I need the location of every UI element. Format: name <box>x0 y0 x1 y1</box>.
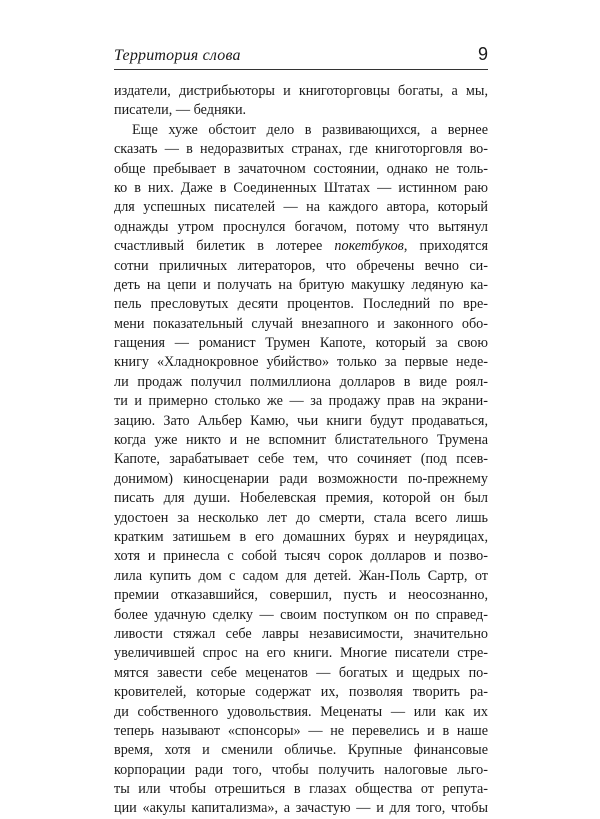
text-line: сказать — в недоразвитых странах, где книготорговля во- <box>114 141 488 158</box>
text-line: кровителей, которые содержат их, позволяя творить ра- <box>114 684 488 701</box>
text-line: мятся завести себе меценатов — богатых и щедрых по- <box>114 664 488 681</box>
text-line: книгу «Хладнокровное убийство» только за первые неде- <box>114 354 488 371</box>
text-segment: счастливый билетик в лотерее <box>114 238 335 255</box>
running-header-title: Территория слова <box>114 47 241 64</box>
text-line: корпорации ради того, чтобы получить налоговые льго- <box>114 761 488 778</box>
text-line: мени показательный случай внезапного и законного обо- <box>114 315 488 332</box>
text-line: время, хотя и сменили обличье. Крупные финансовые <box>114 742 488 759</box>
header-rule <box>114 69 488 70</box>
text-segment: , приходятся <box>403 238 488 255</box>
text-line: пель пресловутых десяти процентов. Последний по вре- <box>114 296 488 313</box>
text-line: сотни приличных литераторов, что обречены вечно си- <box>114 257 488 274</box>
text-line: премии отказавшийся, совершил, пусть и неосознанно, <box>114 587 488 604</box>
text-line: увеличившей спрос на его книги. Многие писатели стре- <box>114 645 488 662</box>
text-line: ко в них. Даже в Соединенных Штатах — истинном раю <box>114 179 488 196</box>
text-line: ди собственного удовольствия. Меценаты — или как их <box>114 703 488 720</box>
text-line: для успешных писателей — на каждого автора, который <box>114 199 488 216</box>
text-line: издатели, дистрибьюторы и книготорговцы богаты, а мы, <box>114 83 488 99</box>
text-line: обще пребывает в зачаточном состоянии, однако не толь- <box>114 160 488 177</box>
text-line: теперь называют «спонсоры» — не перевелись и в наше <box>114 722 488 739</box>
text-line: деть на цепи и получать на бритую макушку ледяную ка- <box>114 276 488 293</box>
text-line: ти и примерно столько же — за продажу прав на экрани- <box>114 393 488 410</box>
page-number: 9 <box>477 44 488 64</box>
text-line: писать для души. Нобелевская премия, которой он был <box>114 490 488 507</box>
text-line: хотя и принесла с собой тысяч сорок долларов и позво- <box>114 548 488 565</box>
paragraph-first-line: Еще хуже обстоит дело в развивающихся, а вернее <box>132 121 488 138</box>
text-line: писатели, — бедняки. <box>114 102 247 119</box>
text-line: кратким затишьем в его домашних бурях и неурядицах, <box>114 528 488 545</box>
text-line: ции «акулы капитализма», а зачастую — и для того, чтобы <box>114 800 488 817</box>
text-line: ты или чтобы отрешиться в глазах общества от репута- <box>114 781 488 798</box>
italic-term: покетбуков <box>334 238 404 255</box>
text-line-with-italic <box>114 237 488 256</box>
text-line: донимом) киносценарии ради возможности по-прежнему <box>114 470 488 487</box>
text-line: ливости стяжал себе лавры независимости, значительно <box>114 625 488 642</box>
text-line: гащения — романист Трумен Капоте, который за свою <box>114 335 488 352</box>
text-line: Капоте, зарабатывает себе тем, что сочиняет (под псев- <box>114 451 488 468</box>
running-header <box>114 44 488 65</box>
text-line: когда уже никто и не вспомнит блистательного Трумена <box>114 432 488 449</box>
text-line: зацию. Зато Альбер Камю, чьи книги будут продаваться, <box>114 412 488 429</box>
text-line: однажды утром проснулся богачом, потому что вытянул <box>114 218 488 235</box>
text-line: удостоен за несколько лет до смерти, стала всего лишь <box>114 509 488 526</box>
body-text <box>114 82 488 819</box>
text-line: более удачную сделку — своим поступком он по справед- <box>114 606 488 623</box>
text-line: ли продаж получил полмиллиона долларов в виде роял- <box>114 373 488 390</box>
text-line: лила купить дом с садом для детей. Жан-Поль Сартр, от <box>114 567 488 584</box>
